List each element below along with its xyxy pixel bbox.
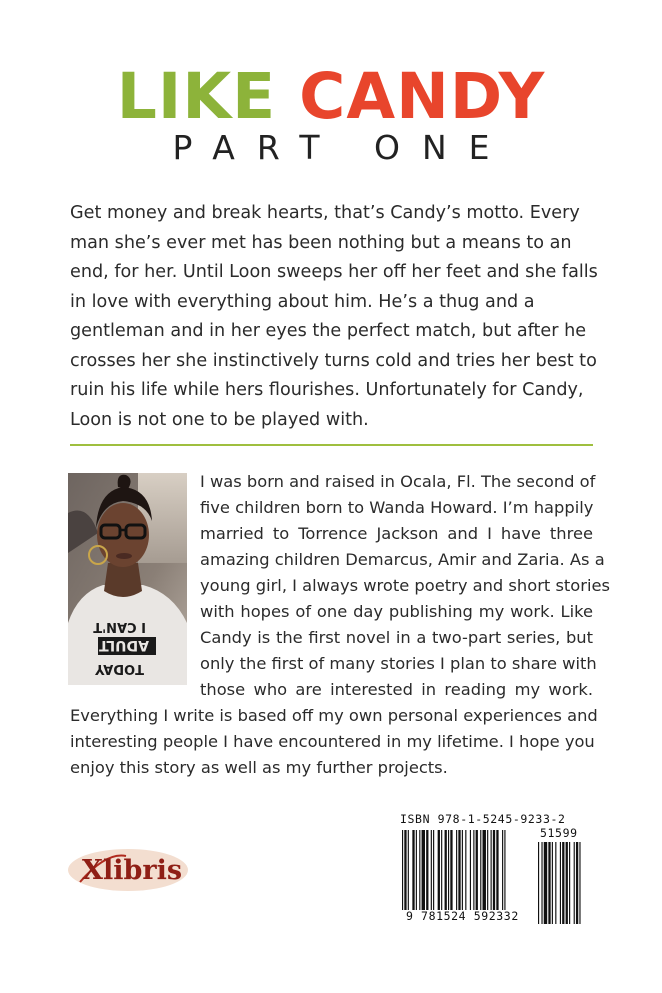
barcode-bar [422, 830, 425, 910]
svg-text:Xlibris: Xlibris [82, 855, 183, 886]
barcode-bar [402, 830, 403, 910]
price-barcode-bar [576, 842, 578, 924]
barcode-bar [408, 830, 409, 910]
barcode-bar [441, 830, 442, 910]
price-barcode-bar [544, 842, 547, 924]
price-barcode-bar [562, 842, 564, 924]
barcode-bar [491, 830, 492, 910]
barcode-bar [433, 830, 434, 910]
bio-line: with hopes of one day publishing my work. Like [200, 602, 593, 621]
bio-line: Candy is the first novel in a two-part series, but [200, 628, 593, 647]
price-barcode-bar [574, 842, 575, 924]
bio-line: Everything I write is based off my own personal experiences and [70, 706, 598, 725]
barcode-bar [456, 830, 457, 910]
book-title [0, 62, 662, 132]
bio-line: enjoy this story as well as my further projects. [70, 758, 448, 777]
barcode-bar [470, 830, 471, 910]
barcode-bar [504, 830, 505, 910]
barcode-bar [496, 830, 498, 910]
price-code: 51599 [540, 826, 578, 840]
bio-line: married to Torrence Jackson and I have three [200, 524, 593, 543]
bio-line: only the first of many stories I plan to share with [200, 654, 597, 673]
svg-text:I CAN'T: I CAN'T [93, 619, 146, 634]
barcode-bar [458, 830, 460, 910]
barcode-bar [445, 830, 447, 910]
barcode-bar [412, 830, 414, 910]
book-subtitle: PART ONE [172, 128, 512, 167]
barcode-bar [493, 830, 495, 910]
title-word-candy: CANDY [299, 60, 546, 133]
barcode-bar [476, 830, 478, 910]
barcode-bar [487, 830, 488, 910]
barcode-bar [438, 830, 440, 910]
bio-line: young girl, I always wrote poetry and short stories [200, 576, 610, 595]
barcode-bar [480, 830, 481, 910]
svg-text:ADULT: ADULT [99, 637, 149, 653]
barcode-bar [450, 830, 452, 910]
barcode-bar [502, 830, 503, 910]
barcode-bar [404, 830, 406, 910]
barcode-bar [431, 830, 432, 910]
barcode-bar [483, 830, 486, 910]
bio-line: amazing children Demarcus, Amir and Zaria. As a [200, 550, 605, 569]
barcode-number: 9 781524 592332 [406, 909, 519, 923]
bio-line: those who are interested in reading my work. [200, 680, 593, 699]
bio-line: interesting people I have encountered in my lifetime. I hope you [70, 732, 595, 751]
price-barcode-bar [560, 842, 561, 924]
price-barcode-bar [541, 842, 542, 924]
svg-text:TODAY: TODAY [95, 661, 144, 676]
divider [70, 444, 593, 446]
bio-line: I was born and raised in Ocala, Fl. The second of [200, 472, 596, 491]
title-word-like: LIKE [116, 60, 277, 133]
barcode-bar [473, 830, 474, 910]
barcode-bar [462, 830, 463, 910]
isbn-label: ISBN 978-1-5245-9233-2 [400, 812, 566, 826]
price-barcode-bar [555, 842, 556, 924]
barcode-bar [448, 830, 449, 910]
xlibris-logo [66, 846, 190, 894]
price-barcode-bar [538, 842, 539, 924]
bio-line: five children born to Wanda Howard. I’m happily [200, 498, 594, 517]
author-photo [68, 473, 187, 685]
barcode-bar [426, 830, 428, 910]
price-barcode-bar [552, 842, 553, 924]
price-barcode-bar [548, 842, 550, 924]
barcode-bar [465, 830, 466, 910]
price-barcode-bar [566, 842, 568, 924]
barcode-bar [419, 830, 420, 910]
price-barcode-bar [579, 842, 580, 924]
synopsis-text: Get money and break hearts, that’s Candy’s motto. Every man she’s ever met has been nothing but a means to an end, for her. Until Loon sweeps her off her feet and she falls in love with everything about him. He’s a thug and a gentleman and in her eyes the perfect match, but after he crosses her she instinctively turns cold and tries her best to ruin his life while hers flourishes. Unfortunately for Candy, Loon is not one to be played with. [70, 203, 598, 430]
barcode-bar [416, 830, 417, 910]
price-barcode-bar [569, 842, 570, 924]
